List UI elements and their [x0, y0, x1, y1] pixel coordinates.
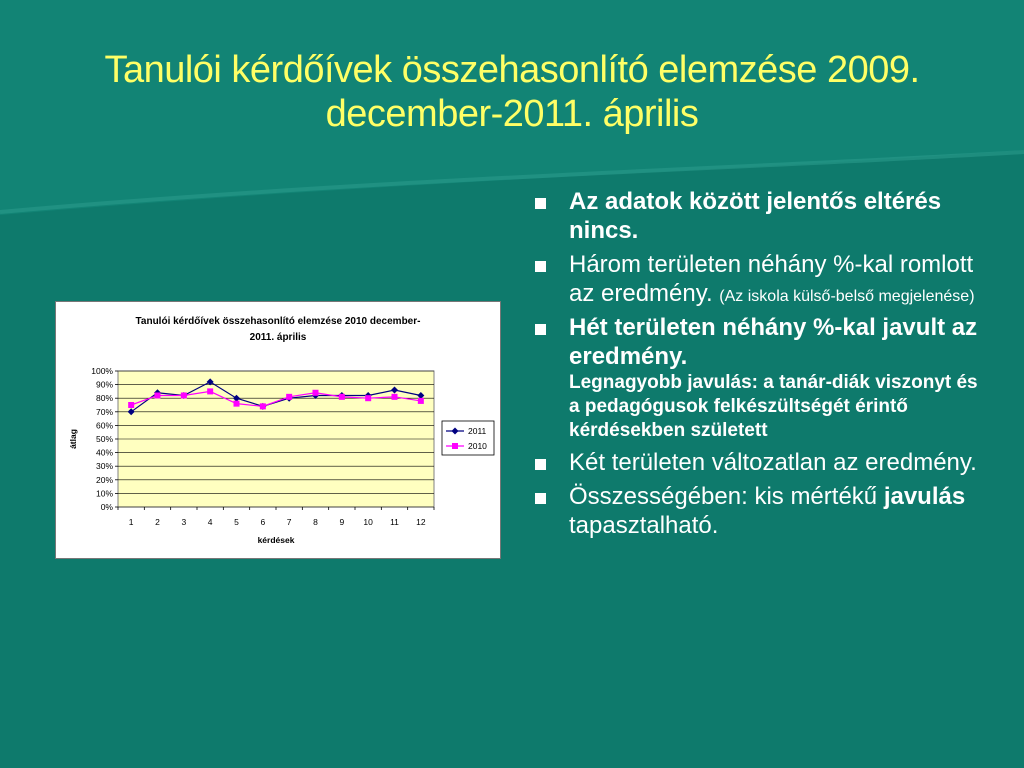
bullet-text: Az adatok között jelentős eltérés nincs. [569, 188, 942, 244]
data-point-2010 [313, 390, 319, 396]
x-tick-label: 10 [363, 517, 373, 527]
bullet-list [530, 187, 980, 545]
square-bullet-icon [535, 198, 546, 209]
bullet-text-bold: javulás [883, 483, 966, 510]
bullet-note: (Az iskola külső-belső megjelenése) [719, 288, 975, 305]
legend-label: 2010 [468, 441, 487, 451]
bullet-text: Három területen néhány %-kal romlott az eredmény. [569, 251, 974, 307]
data-point-2010 [365, 395, 371, 401]
x-tick-label: 6 [260, 517, 266, 527]
legend-marker-2010 [452, 443, 458, 449]
y-tick-label: 100% [91, 366, 113, 376]
bullet-text-pre: Összességében: kis mértékű [569, 483, 878, 510]
bullet-item [530, 482, 980, 540]
bullet-text: Két területen változatlan az eredmény. [569, 449, 977, 476]
y-tick-label: 80% [95, 393, 113, 404]
x-tick-label: 12 [416, 517, 426, 527]
x-tick-label: 8 [313, 517, 318, 527]
line-chart [55, 301, 501, 559]
y-tick-label: 10% [95, 488, 113, 499]
y-tick-label: 0% [100, 502, 113, 512]
data-point-2010 [260, 403, 266, 409]
x-tick-label: 7 [286, 517, 292, 527]
data-point-2010 [181, 392, 187, 398]
square-bullet-icon [535, 459, 546, 470]
title-line-1: Tanulói kérdőívek összehasonlító elemzése 2009. [104, 49, 920, 91]
x-tick-label: 4 [207, 517, 213, 527]
x-tick-label: 11 [390, 517, 399, 527]
data-point-2010 [207, 388, 213, 394]
bullet-item [530, 187, 980, 245]
chart-title: 2011. április [249, 332, 307, 343]
bullet-item [530, 250, 980, 308]
x-tick-label: 3 [181, 517, 187, 527]
legend-label: 2011 [468, 426, 487, 436]
bullet-item [530, 313, 980, 443]
square-bullet-icon [535, 324, 546, 335]
y-tick-label: 70% [95, 406, 113, 417]
chart-title: Tanulói kérdőívek összehasonlító elemzése 2010 december- [135, 316, 421, 327]
x-tick-label: 5 [234, 517, 239, 527]
y-tick-label: 40% [95, 447, 113, 458]
data-point-2010 [286, 394, 292, 400]
bullet-text: Hét területen néhány %-kal javult az eredmény. [569, 314, 978, 370]
data-point-2010 [392, 394, 398, 400]
data-point-2010 [155, 392, 161, 398]
square-bullet-icon [535, 493, 546, 504]
square-bullet-icon [535, 261, 546, 272]
chart-canvas [56, 302, 500, 558]
data-point-2010 [234, 401, 240, 407]
title-line-2: december-2011. április [325, 93, 699, 135]
y-tick-label: 50% [95, 434, 113, 444]
data-point-2010 [418, 398, 424, 404]
bullet-detail: Legnagyobb javulás: a tanár-diák viszonyt és a pedagógusok felkészültségét érintő kérdésekben született [569, 372, 978, 441]
y-tick-label: 90% [95, 379, 113, 390]
x-tick-label: 1 [128, 517, 134, 527]
y-tick-label: 60% [95, 420, 113, 431]
data-point-2010 [128, 402, 134, 408]
x-tick-label: 2 [155, 517, 160, 527]
data-point-2010 [339, 394, 345, 400]
y-tick-label: 30% [95, 461, 113, 472]
bullet-text-post: tapasztalható. [569, 512, 719, 539]
x-tick-label: 9 [339, 517, 345, 527]
y-tick-label: 20% [95, 474, 113, 485]
bullet-item [530, 448, 980, 477]
y-axis-label: átlag [68, 429, 78, 449]
x-axis-label: kérdések [257, 535, 295, 545]
slide-title [40, 48, 984, 136]
